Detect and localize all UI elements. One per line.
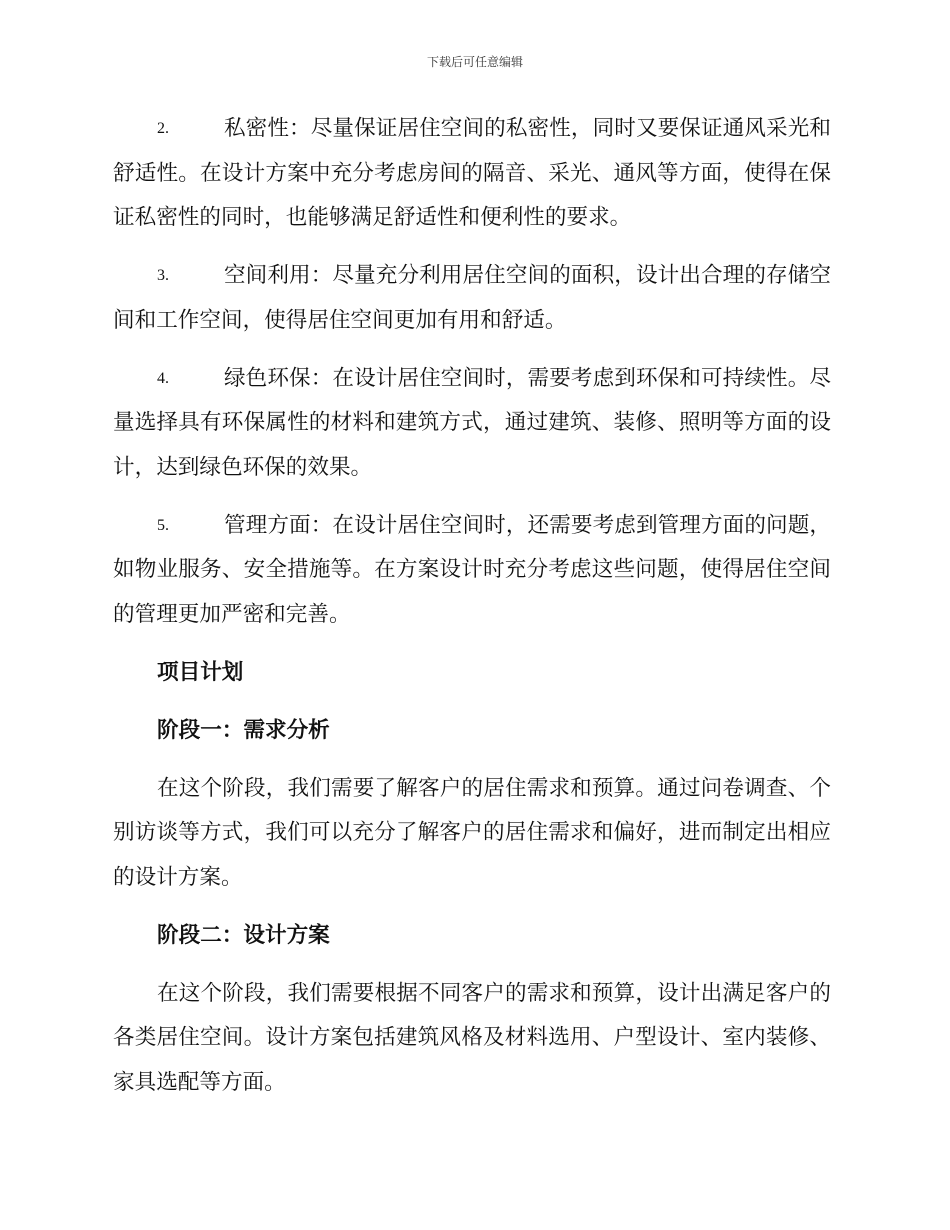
list-item-number: 3.	[157, 267, 169, 284]
paragraph-line	[157, 504, 831, 549]
paragraph-line	[157, 107, 831, 152]
list-item-number: 4.	[157, 369, 169, 387]
paragraph-line: 各类居住空间。设计方案包括建筑风格及材料选用、户型设计、室内装修、	[113, 1025, 831, 1050]
page-header: 下载后可任意编辑	[426, 55, 523, 69]
list-item-number: 2.	[157, 120, 169, 137]
paragraph-line: 的管理更加严密和完善。	[113, 601, 351, 627]
list-item-number: 5.	[157, 516, 169, 534]
paragraph-line-text: 私密性：尽量保证居住空间的私密性，同时又要保证通风采光和	[224, 116, 831, 141]
paragraph-line	[157, 357, 831, 402]
document-body	[113, 107, 831, 1119]
paragraph-line-text: 管理方面：在设计居住空间时，还需要考虑到管理方面的问题，	[224, 512, 831, 538]
list-item-management	[113, 504, 831, 638]
phase-2-paragraph	[113, 972, 831, 1106]
paragraph-line: 的设计方案。	[113, 864, 243, 890]
paragraph-line: 间和工作空间，使得居住空间更加有用和舒适。	[113, 307, 567, 333]
phase-1-paragraph	[113, 767, 831, 901]
section-title: 项目计划	[157, 659, 244, 685]
list-item-space-use	[113, 254, 831, 343]
paragraph-line-text: 空间利用：尽量充分利用居住空间的面积，设计出合理的存储空	[224, 263, 831, 288]
list-item-privacy	[113, 107, 831, 241]
paragraph-line-text: 绿色环保：在设计居住空间时，需要考虑到环保和可持续性。尽	[224, 365, 831, 391]
paragraph-line: 家具选配等方面。	[113, 1069, 286, 1095]
paragraph-line: 舒适性。在设计方案中充分考虑房间的隔音、采光、通风等方面，使得在保	[113, 160, 831, 186]
phase-1-heading: 阶段一：需求分析	[157, 717, 330, 743]
paragraph-line: 计，达到绿色环保的效果。	[113, 454, 373, 480]
paragraph-line: 如物业服务、安全措施等。在方案设计时充分考虑这些问题，使得居住空间	[113, 557, 831, 582]
paragraph-line: 在这个阶段，我们需要了解客户的居住需求和预算。通过问卷调查、个	[157, 775, 831, 801]
paragraph-line: 证私密性的同时，也能够满足舒适性和便利性的要求。	[113, 205, 632, 230]
list-item-green	[113, 357, 831, 491]
paragraph-line: 别访谈等方式，我们可以充分了解客户的居住需求和偏好，进而制定出相应	[113, 820, 831, 845]
paragraph-line: 在这个阶段，我们需要根据不同客户的需求和预算，设计出满足客户的	[157, 980, 831, 1006]
paragraph-line	[157, 254, 831, 299]
paragraph-line: 量选择具有环保属性的材料和建筑方式，通过建筑、装修、照明等方面的设	[113, 410, 831, 435]
phase-2-heading: 阶段二：设计方案	[157, 922, 330, 948]
